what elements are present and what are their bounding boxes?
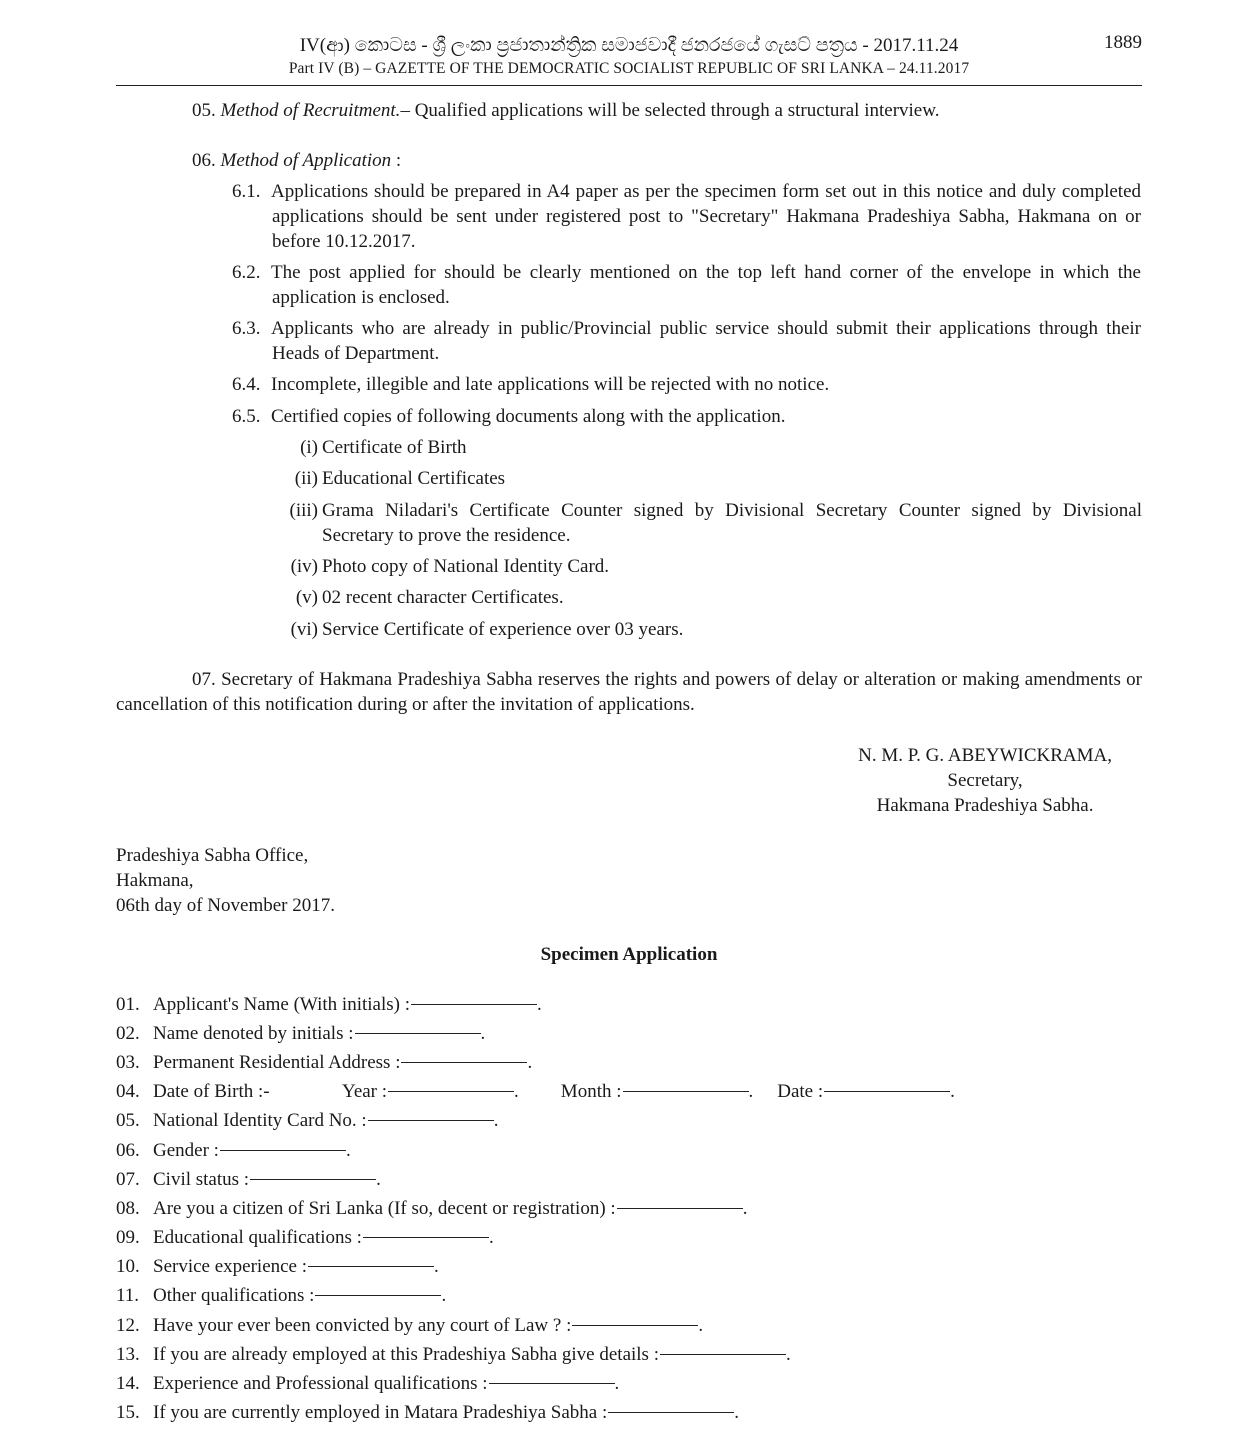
document-vi	[282, 617, 1142, 642]
field-number: 01.	[116, 994, 140, 1015]
field-blank[interactable]	[368, 1120, 494, 1121]
dob-date-blank[interactable]	[824, 1091, 950, 1092]
form-row-14	[116, 1371, 1142, 1396]
item-6-1	[232, 179, 1141, 254]
field-number: 02.	[116, 1023, 140, 1044]
field-number: 15.	[116, 1402, 140, 1423]
item-6-4	[232, 372, 1141, 397]
document-text: Certificate of Birth	[322, 437, 467, 458]
field-blank[interactable]	[617, 1208, 743, 1209]
section-06-number: 06.	[192, 150, 216, 171]
header-rule	[116, 85, 1142, 86]
field-label: If you are already employed at this Pradeshiya Sabha give details :	[153, 1344, 659, 1365]
field-blank[interactable]	[608, 1412, 734, 1413]
office-line: Hakmana,	[116, 870, 194, 891]
field-label: If you are currently employed in Matara Pradeshiya Sabha :	[153, 1402, 608, 1423]
document-text: Grama Niladari's Certificate Counter signed by Divisional Secretary Counter signed by Divisional Secretary to prove the residence.	[322, 500, 1142, 546]
header-sinhala: IV(ආ) කොටස - ශ්‍රී ලංකා ප්‍රජාතාන්ත්‍රික සමාජවාදී ජනරජයේ ගැසට් පත්‍රය - 2017.11.24	[299, 35, 959, 56]
field-label: Date of Birth :-	[153, 1081, 270, 1102]
field-end: .	[345, 1140, 351, 1161]
document-number: (iii)	[289, 500, 318, 521]
dob-month-blank[interactable]	[623, 1091, 749, 1092]
field-label: Name denoted by initials :	[153, 1023, 354, 1044]
section-06-suffix: :	[391, 150, 402, 171]
document-number: (i)	[300, 437, 318, 458]
dob-date-label: Date :	[777, 1081, 824, 1102]
section-07: 07. Secretary of Hakmana Pradeshiya Sabha reserves the rights and powers of delay or alteration or making amendments or cancellation of this notification during or after the invitation of applications.	[116, 669, 1142, 715]
document-text: Educational Certificates	[322, 468, 506, 489]
section-06-title: Method of Application	[220, 150, 392, 171]
item-number: 6.4.	[232, 374, 261, 395]
field-number: 11.	[116, 1285, 140, 1306]
header-english: Part IV (B) – GAZETTE OF THE DEMOCRATIC SOCIALIST REPUBLIC OF SRI LANKA – 24.11.2017	[288, 60, 970, 77]
field-number: 03.	[116, 1052, 140, 1073]
document-number: (iv)	[290, 556, 318, 577]
document-v	[282, 585, 1142, 610]
item-text: Applicants who are already in public/Provincial public service should submit their applications through their Heads of Department.	[271, 318, 1141, 364]
field-end: .	[742, 1198, 748, 1219]
form-row-05	[116, 1108, 1142, 1133]
field-end: .	[950, 1081, 955, 1102]
section-05-number: 05.	[192, 100, 216, 121]
field-number: 13.	[116, 1344, 140, 1365]
field-end: .	[734, 1402, 740, 1423]
field-label: Applicant's Name (With initials) :	[153, 994, 410, 1015]
form-row-08	[116, 1196, 1142, 1221]
signatory-org: Hakmana Pradeshiya Sabha.	[876, 795, 1094, 816]
field-label: Permanent Residential Address :	[153, 1052, 401, 1073]
office-address	[116, 843, 335, 918]
item-text: The post applied for should be clearly mentioned on the top left hand corner of the envelope in which the application is enclosed.	[271, 262, 1141, 308]
document-number: (v)	[295, 587, 318, 608]
field-number: 08.	[116, 1198, 140, 1219]
field-blank[interactable]	[572, 1325, 698, 1326]
name-comma: ,	[1107, 745, 1112, 766]
document-number: (vi)	[290, 619, 318, 640]
form-row-03	[116, 1050, 1142, 1075]
field-label: Civil status :	[153, 1169, 250, 1190]
form-row-04	[116, 1079, 1142, 1104]
item-6-2	[232, 260, 1141, 310]
field-blank[interactable]	[411, 1004, 537, 1005]
document-i	[282, 435, 1142, 460]
field-label: Are you a citizen of Sri Lanka (If so, decent or registration) :	[153, 1198, 616, 1219]
specimen-title: Specimen Application	[540, 944, 718, 965]
signatory-title: Secretary,	[947, 770, 1023, 791]
field-end: .	[514, 1081, 519, 1102]
document-ii	[282, 466, 1142, 491]
item-number: 6.5.	[232, 406, 261, 427]
field-number: 06.	[116, 1140, 140, 1161]
section-05-text: – Qualified applications will be selected through a structural interview.	[400, 100, 940, 121]
field-blank[interactable]	[489, 1383, 615, 1384]
field-number: 09.	[116, 1227, 140, 1248]
office-date: 06th day of November 2017.	[116, 895, 335, 916]
name-initials: N. M. P. G. A	[858, 745, 962, 766]
section-05-heading: Method of Recruitment.	[220, 100, 401, 121]
field-label: Service experience :	[153, 1256, 308, 1277]
form-row-01	[116, 992, 1142, 1017]
item-6-5	[232, 404, 1141, 429]
item-6-3	[232, 316, 1141, 366]
section-05	[192, 98, 939, 123]
office-line: Pradeshiya Sabha Office,	[116, 845, 309, 866]
field-end: .	[441, 1285, 447, 1306]
name-surname: BEYWICKRAMA	[961, 745, 1108, 766]
field-label: Experience and Professional qualifications :	[153, 1373, 488, 1394]
form-row-07	[116, 1167, 1142, 1192]
page-number: 1889	[1104, 32, 1142, 53]
dob-month-label: Month :	[560, 1081, 622, 1102]
field-end: .	[614, 1373, 620, 1394]
field-blank[interactable]	[363, 1237, 489, 1238]
field-blank[interactable]	[250, 1179, 376, 1180]
form-row-02	[116, 1021, 1142, 1046]
document-iv	[282, 554, 1142, 579]
field-end: .	[434, 1256, 439, 1277]
form-row-12	[116, 1313, 1142, 1338]
field-blank[interactable]	[660, 1354, 786, 1355]
field-blank[interactable]	[355, 1033, 481, 1034]
item-number: 6.1.	[232, 181, 261, 202]
field-number: 05.	[116, 1110, 140, 1131]
form-row-15	[116, 1400, 1142, 1425]
item-number: 6.2.	[232, 262, 261, 283]
field-end: .	[537, 994, 542, 1015]
dob-year-label: Year :	[342, 1081, 388, 1102]
field-label: Gender :	[153, 1140, 219, 1161]
field-end: .	[493, 1110, 499, 1131]
document-text: Photo copy of National Identity Card.	[322, 556, 610, 577]
field-blank[interactable]	[220, 1150, 346, 1151]
item-text: Applications should be prepared in A4 paper as per the specimen form set out in this notice and duly completed applications should be sent under registered post to "Secretary" Hakmana Pradeshiya Sabha, Hakmana on or before 10.12.2017.	[271, 181, 1141, 252]
field-end: .	[748, 1081, 754, 1102]
field-blank[interactable]	[308, 1266, 434, 1267]
form-row-11	[116, 1283, 1142, 1308]
form-row-10	[116, 1254, 1142, 1279]
item-text: Certified copies of following documents along with the application.	[271, 406, 786, 427]
signature-block	[858, 743, 1112, 818]
field-end: .	[698, 1315, 704, 1336]
document-text: 02 recent character Certificates.	[322, 587, 564, 608]
document-iii	[282, 498, 1142, 548]
dob-year-blank[interactable]	[388, 1091, 514, 1092]
field-end: .	[527, 1052, 533, 1073]
field-blank[interactable]	[315, 1295, 441, 1296]
field-number: 12.	[116, 1315, 140, 1336]
field-label: National Identity Card No. :	[153, 1110, 367, 1131]
section-06-heading	[192, 148, 401, 173]
field-label: Other qualifications :	[153, 1285, 315, 1306]
field-end: .	[785, 1344, 791, 1365]
field-number: 10.	[116, 1256, 140, 1277]
field-end: .	[488, 1227, 494, 1248]
field-label: Educational qualifications :	[153, 1227, 362, 1248]
document-text: Service Certificate of experience over 03 years.	[322, 619, 684, 640]
field-end: .	[376, 1169, 381, 1190]
document-number: (ii)	[294, 468, 318, 489]
form-row-13	[116, 1342, 1142, 1367]
field-blank[interactable]	[401, 1062, 527, 1063]
signatory-name	[858, 743, 1112, 768]
item-text: Incomplete, illegible and late applications will be rejected with no notice.	[271, 374, 830, 395]
field-number: 07.	[116, 1169, 140, 1190]
field-number: 04.	[116, 1081, 140, 1102]
form-row-06	[116, 1138, 1142, 1163]
field-number: 14.	[116, 1373, 140, 1394]
field-end: .	[480, 1023, 486, 1044]
form-row-09	[116, 1225, 1142, 1250]
field-label: Have your ever been convicted by any court of Law ? :	[153, 1315, 572, 1336]
item-number: 6.3.	[232, 318, 261, 339]
